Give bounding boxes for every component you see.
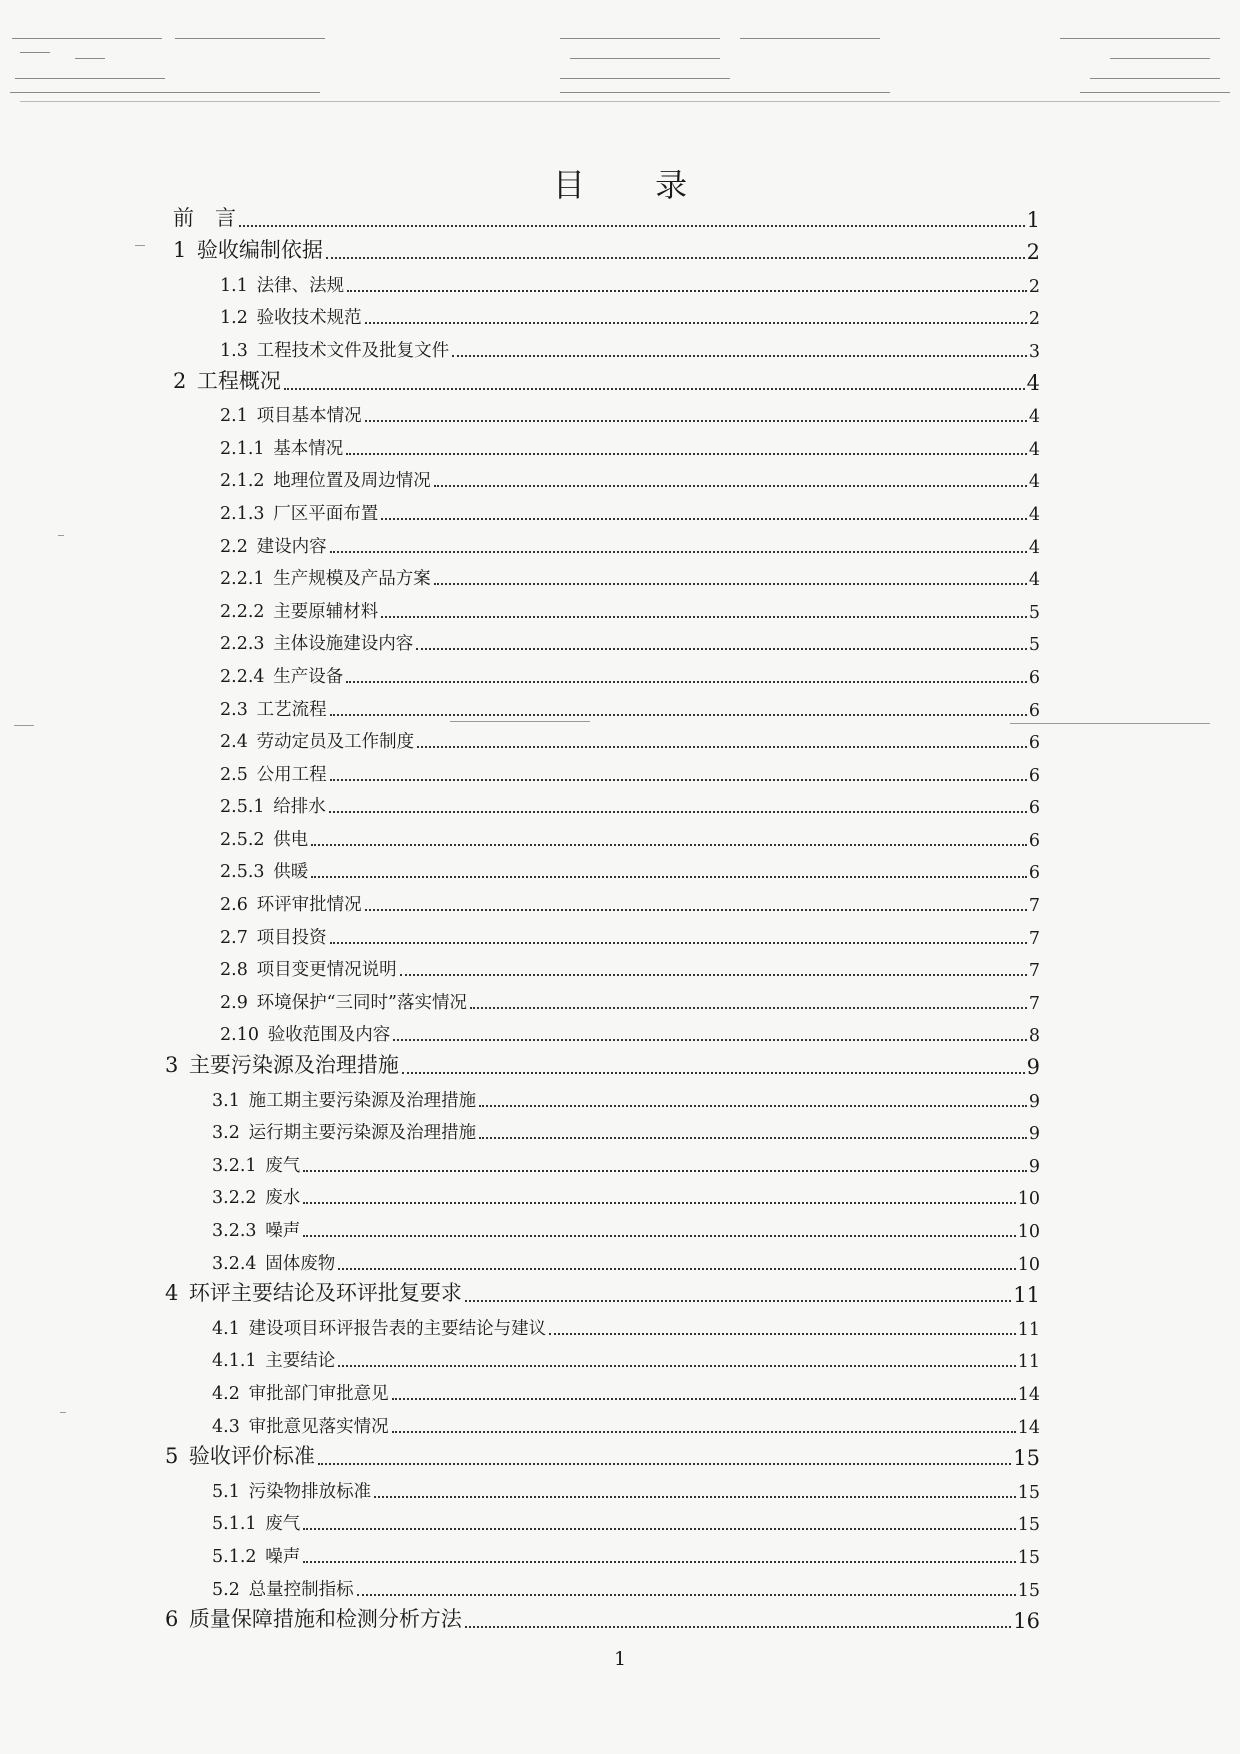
toc-page-number: 2	[1028, 309, 1040, 330]
toc-entry	[165, 1116, 1040, 1149]
toc-entry-label: 5.1.1 废气	[212, 1514, 301, 1535]
toc-page-number: 8	[1028, 1026, 1040, 1047]
toc-page-number: 4	[1026, 370, 1040, 395]
toc-entry	[165, 692, 1040, 725]
scan-side-mark	[1010, 723, 1210, 724]
toc-entry	[165, 1572, 1040, 1605]
toc-leader-dots	[311, 844, 1027, 846]
toc-leader-dots	[311, 876, 1027, 878]
scan-side-mark	[60, 1412, 66, 1413]
toc-page-number: 4	[1028, 439, 1040, 460]
toc-leader-dots	[330, 942, 1027, 944]
toc-page-number: 15	[1017, 1580, 1040, 1601]
scan-side-mark	[58, 535, 64, 536]
toc-entry-label: 4.3 审批意见落实情况	[212, 1416, 389, 1437]
toc-leader-dots	[374, 1496, 1016, 1498]
toc-page-number: 11	[1013, 1283, 1040, 1308]
toc-page-number: 4	[1028, 537, 1040, 558]
toc-leader-dots	[465, 1300, 1011, 1302]
toc-leader-dots	[416, 648, 1027, 650]
toc-entry-label: 6 质量保障措施和检测分析方法	[165, 1607, 462, 1632]
toc-leader-dots	[381, 518, 1027, 520]
toc-leader-dots	[326, 257, 1025, 259]
toc-entry	[165, 431, 1040, 464]
toc-entry	[165, 203, 1040, 236]
toc-leader-dots	[392, 1431, 1016, 1433]
toc-page-number: 5	[1028, 635, 1040, 656]
toc-entry-label: 4.1 建设项目环评报告表的主要结论与建议	[212, 1318, 547, 1339]
toc-entry-label: 1.3 工程技术文件及批复文件	[220, 340, 450, 361]
toc-entry	[165, 268, 1040, 301]
toc-entry	[165, 790, 1040, 823]
scan-header-marks	[0, 0, 1240, 120]
toc-entry-label: 3 主要污染源及治理措施	[165, 1053, 399, 1078]
toc-leader-dots	[338, 1365, 1015, 1367]
page-number: 1	[613, 1648, 627, 1670]
toc-leader-dots	[365, 322, 1027, 324]
toc-entry-label: 3.2.2 废水	[212, 1188, 301, 1209]
toc-page-number: 4	[1028, 570, 1040, 591]
toc-entry-label: 2.5.3 供暖	[220, 862, 309, 883]
toc-page-number: 6	[1028, 667, 1040, 688]
toc-page-number: 10	[1017, 1222, 1040, 1242]
toc-entry-label: 4.1.1 主要结论	[212, 1351, 336, 1372]
toc-entry-label: 1.2 验收技术规范	[220, 308, 362, 329]
toc-leader-dots	[400, 974, 1027, 976]
toc-entry	[165, 333, 1040, 366]
toc-page-number: 15	[1017, 1547, 1040, 1568]
toc-leader-dots	[470, 1007, 1027, 1009]
toc-entry-label: 5 验收评价标准	[165, 1444, 315, 1469]
toc-entry	[165, 725, 1040, 758]
toc-leader-dots	[465, 1626, 1011, 1628]
toc-leader-dots	[338, 1268, 1015, 1270]
toc-entry-label: 3.2.4 固体废物	[212, 1253, 336, 1274]
toc-leader-dots	[303, 1235, 1015, 1237]
toc-leader-dots	[417, 746, 1027, 748]
toc-entry	[165, 822, 1040, 855]
toc-leader-dots	[479, 1137, 1027, 1139]
toc-entry	[165, 953, 1040, 986]
toc-leader-dots	[347, 290, 1027, 292]
toc-entry	[165, 1409, 1040, 1442]
toc-page-number: 5	[1028, 602, 1040, 623]
toc-entry-label: 1.1 法律、法规	[220, 275, 345, 296]
toc-leader-dots	[365, 909, 1027, 911]
toc-page-number: 1	[1026, 207, 1040, 232]
toc-entry	[165, 399, 1040, 432]
toc-entry	[165, 1507, 1040, 1540]
toc-leader-dots	[303, 1170, 1027, 1172]
toc-entry-label: 2.2.2 主要原辅材料	[220, 601, 379, 622]
page-title: 目 录	[552, 166, 718, 204]
toc-entry-label: 2 工程概况	[173, 368, 281, 393]
toc-page-number: 9	[1028, 1156, 1040, 1177]
toc-entry-label: 2.1.2 地理位置及周边情况	[220, 471, 431, 492]
toc-leader-dots	[452, 355, 1027, 357]
toc-leader-dots	[549, 1333, 1016, 1335]
toc-entry	[165, 659, 1040, 692]
toc-entry-label: 2.2.1 生产规模及产品方案	[220, 569, 431, 590]
toc-entry-label: 2.5.1 给排水	[220, 797, 326, 818]
scan-side-mark	[135, 245, 145, 246]
toc-page-number: 15	[1013, 1446, 1040, 1471]
toc-page-number: 10	[1017, 1254, 1040, 1275]
toc-entry	[165, 757, 1040, 790]
scan-side-mark	[14, 725, 34, 726]
toc-entry	[165, 496, 1040, 529]
toc-entry	[165, 1605, 1040, 1638]
toc-entry-label: 2.2.4 生产设备	[220, 666, 344, 687]
toc-page-number: 2	[1026, 240, 1040, 265]
toc-page-number: 7	[1028, 896, 1040, 917]
toc-page-number: 11	[1017, 1352, 1040, 1373]
toc-entry	[165, 236, 1040, 269]
toc-page-number: 6	[1028, 765, 1040, 786]
toc-leader-dots	[434, 583, 1027, 585]
toc-page-number: 6	[1028, 700, 1040, 721]
toc-page-number: 7	[1028, 961, 1040, 982]
toc-leader-dots	[381, 616, 1027, 618]
toc-entry-label: 3.2.1 废气	[212, 1155, 301, 1176]
toc-entry-label: 2.6 环评审批情况	[220, 895, 362, 916]
toc-leader-dots	[346, 453, 1027, 455]
toc-entry	[165, 1213, 1040, 1246]
toc-leader-dots	[479, 1105, 1027, 1107]
toc-entry-label: 2.7 项目投资	[220, 927, 327, 948]
toc-entry	[165, 562, 1040, 595]
toc-entry	[165, 529, 1040, 562]
toc-entry-label: 3.2.3 噪声	[212, 1221, 301, 1241]
toc-page-number: 6	[1028, 798, 1040, 819]
toc-entry-label: 2.8 项目变更情况说明	[220, 960, 397, 981]
toc-page-number: 16	[1013, 1609, 1040, 1634]
toc-entry	[165, 1539, 1040, 1572]
toc-entry-label: 2.1.1 基本情况	[220, 438, 344, 459]
toc-entry-label: 5.1 污染物排放标准	[212, 1481, 372, 1502]
toc-leader-dots	[434, 485, 1027, 487]
toc-page-number: 6	[1028, 830, 1040, 851]
toc-entry-label: 2.3 工艺流程	[220, 699, 327, 720]
toc-leader-dots	[284, 388, 1025, 390]
toc-entry	[165, 920, 1040, 953]
toc-entry	[165, 1474, 1040, 1507]
toc-leader-dots	[402, 1072, 1025, 1074]
toc-entry	[165, 1148, 1040, 1181]
toc-entry	[165, 627, 1040, 660]
toc-entry-label: 2.1 项目基本情况	[220, 406, 362, 427]
toc-page-number: 11	[1017, 1319, 1040, 1340]
toc-leader-dots	[357, 1594, 1016, 1596]
toc-entry-label: 前 言	[173, 205, 236, 230]
toc-entry	[165, 1018, 1040, 1051]
toc-entry-label: 5.1.2 噪声	[212, 1546, 301, 1567]
toc-leader-dots	[393, 1039, 1027, 1041]
toc-leader-dots	[239, 225, 1025, 227]
toc-leader-dots	[329, 811, 1027, 813]
toc-entry-label: 5.2 总量控制指标	[212, 1579, 354, 1600]
toc-page-number: 4	[1028, 504, 1040, 525]
toc-leader-dots	[330, 551, 1027, 553]
toc-entry	[165, 1376, 1040, 1409]
toc-entry	[165, 1050, 1040, 1083]
toc-leader-dots	[318, 1463, 1011, 1465]
toc-entry-label: 2.1.3 厂区平面布置	[220, 503, 379, 524]
toc-entry	[165, 1246, 1040, 1279]
toc-entry-label: 4 环评主要结论及环评批复要求	[165, 1281, 462, 1306]
toc-leader-dots	[330, 714, 1027, 716]
toc-entry	[165, 855, 1040, 888]
toc-page-number: 6	[1028, 733, 1040, 754]
toc-entry-label: 2.5 公用工程	[220, 764, 327, 785]
toc-page-number: 15	[1017, 1482, 1040, 1503]
toc-leader-dots	[303, 1528, 1015, 1530]
toc-leader-dots	[303, 1202, 1015, 1204]
toc-entry	[165, 1442, 1040, 1475]
toc-page-number: 3	[1028, 341, 1040, 362]
toc-page-number: 6	[1028, 863, 1040, 884]
toc-entry	[165, 1083, 1040, 1116]
toc-page-number: 9	[1028, 1091, 1040, 1112]
toc-entry	[165, 1181, 1040, 1214]
toc-leader-dots	[392, 1398, 1016, 1400]
toc-page-number: 2	[1028, 276, 1040, 297]
toc-entry	[165, 301, 1040, 334]
toc-entry	[165, 887, 1040, 920]
toc-page-number: 9	[1026, 1055, 1040, 1080]
toc-entry-label: 3.1 施工期主要污染源及治理措施	[212, 1090, 477, 1111]
toc-page-number: 4	[1028, 472, 1040, 493]
toc-entry-label: 4.2 审批部门审批意见	[212, 1383, 389, 1404]
toc-entry-label: 2.5.2 供电	[220, 829, 309, 850]
toc-entry-label: 2.10 验收范围及内容	[220, 1025, 391, 1046]
table-of-contents	[165, 203, 1040, 1637]
toc-leader-dots	[330, 779, 1027, 781]
toc-entry	[165, 464, 1040, 497]
toc-entry	[165, 1279, 1040, 1312]
toc-leader-dots	[346, 681, 1027, 683]
toc-page-number: 9	[1028, 1124, 1040, 1145]
toc-leader-dots	[303, 1561, 1015, 1563]
toc-entry	[165, 1344, 1040, 1377]
toc-page-number: 7	[1028, 928, 1040, 949]
toc-page-number: 4	[1028, 407, 1040, 428]
toc-entry-label: 2.2 建设内容	[220, 536, 327, 557]
toc-leader-dots	[365, 420, 1027, 422]
toc-entry	[165, 1311, 1040, 1344]
toc-entry	[165, 985, 1040, 1018]
toc-page-number: 14	[1017, 1384, 1040, 1405]
toc-entry-label: 3.2 运行期主要污染源及治理措施	[212, 1123, 477, 1144]
toc-entry-label: 2.4 劳动定员及工作制度	[220, 732, 415, 753]
toc-page-number: 7	[1028, 993, 1040, 1014]
toc-page-number: 15	[1017, 1515, 1040, 1536]
toc-page-number: 14	[1017, 1417, 1040, 1438]
toc-entry-label: 2.9 环境保护“三同时”落实情况	[220, 992, 467, 1013]
toc-entry-label: 1 验收编制依据	[173, 238, 323, 263]
toc-entry	[165, 594, 1040, 627]
toc-entry	[165, 366, 1040, 399]
toc-page-number: 10	[1017, 1189, 1040, 1210]
toc-entry-label: 2.2.3 主体设施建设内容	[220, 634, 414, 655]
